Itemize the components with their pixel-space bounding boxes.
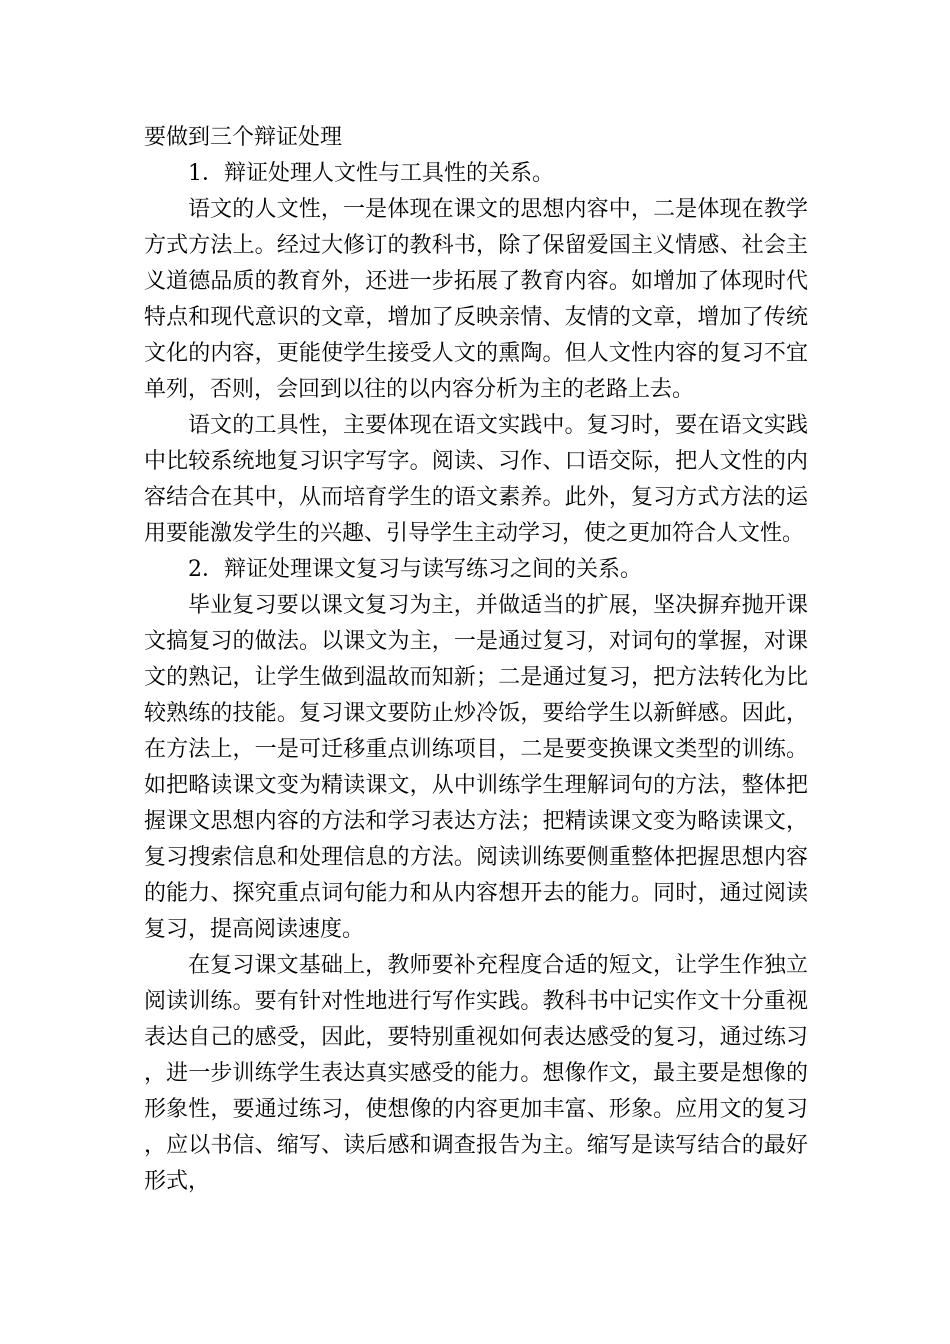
paragraph-review: 毕业复习要以课文复习为主，并做适当的扩展，坚决摒弃抛开课文搞复习的做法。以课文为主，一是通过复习，对词句的掌握，对课文的熟记，让学生做到温故而知新；二是通过复习，把方法转化为比较熟练的技能。复习课文要防止炒冷饭，要给学生以新鲜感。因此，在方法上，一是可迁移重点训练项目，二是要变换课文类型的训练。如把略读课文变为精读课文，从中训练学生理解词句的方法，整体把握课文思想内容的方法和学习表达方法；把精读课文变为略读课文，复习搜索信息和处理信息的方法。阅读训练要侧重整体把握思想内容的能力、探究重点词句能力和从内容想开去的能力。同时，通过阅读复习，提高阅读速度。 [144, 593, 808, 942]
paragraph-humanistic: 语文的人文性，一是体现在课文的思想内容中，二是体现在教学方式方法上。经过大修订的教科书，除了保留爱国主义情感、社会主义道德品质的教育外，还进一步拓展了教育内容。如增加了体现时代特点和现代意识的文章，增加了反映亲情、友情的文章，增加了传统文化的内容，更能使学生接受人文的熏陶。但人文性内容的复习不宜单列，否则，会回到以往的以内容分析为主的老路上去。 [144, 197, 808, 402]
document-page [144, 120, 808, 1200]
paragraph-section-2-title: 2．辩证处理课文复习与读写练习之间的关系。 [188, 557, 642, 582]
paragraph-section-1-title: 1．辩证处理人文性与工具性的关系。 [188, 161, 554, 186]
paragraph-writing: 在复习课文基础上，教师要补充程度合适的短文，让学生作独立阅读训练。要有针对性地进行写作实践。教科书中记实作文十分重视表达自己的感受，因此，要特别重视如何表达感受的复习，通过练习，进一步训练学生表达真实感受的能力。想像作文，最主要是想像的形象性，要通过练习，使想像的内容更加丰富、形象。应用文的复习，应以书信、缩写、读后感和调查报告为主。缩写是读写结合的最好形式， [144, 953, 808, 1194]
paragraph-instrumental: 语文的工具性，主要体现在语文实践中。复习时，要在语文实践中比较系统地复习识字写字。阅读、习作、口语交际，把人文性的内容结合在其中，从而培育学生的语文素养。此外，复习方式方法的运用要能激发学生的兴趣、引导学生主动学习，使之更加符合人文性。 [144, 413, 808, 546]
paragraph-heading: 要做到三个辩证处理 [144, 125, 343, 150]
